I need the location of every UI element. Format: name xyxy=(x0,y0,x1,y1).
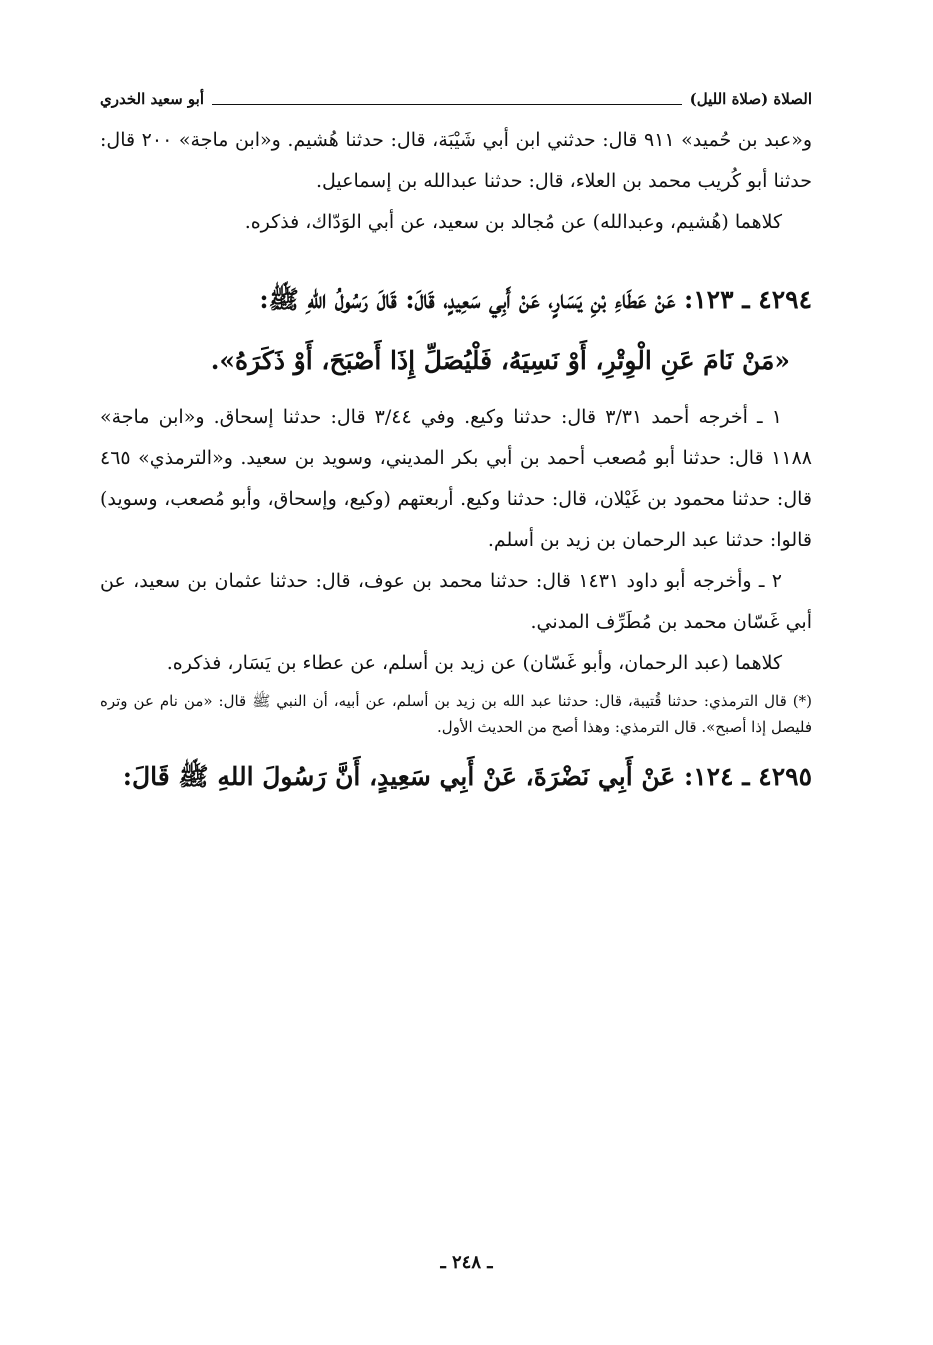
takhrij-paragraph-3: كلاهما (عبد الرحمان، وأبو غَسّان) عن زيد بن أسلم، عن عطاء بن يَسَار، فذكره. xyxy=(166,652,782,674)
source-paragraph-2: كلاهما (هُشيم، وعبدالله) عن مُجالد بن سعيد، عن أبي الوَدّاك، فذكره. xyxy=(244,211,782,233)
running-header xyxy=(100,88,812,110)
page-number: ـ ٢٤٨ ـ xyxy=(440,1252,493,1273)
takhrij-paragraph-2: ٢ ـ وأخرجه أبو داود ١٤٣١ قال: حدثنا محمد بن عوف، قال: حدثنا عثمان بن سعيد، عن أبي غَسّان محمد بن مُطَرِّف المدني. xyxy=(100,570,812,633)
header-narrator: أبو سعيد الخدري xyxy=(100,90,205,108)
source-paragraph-1: و«عبد بن حُميد» ٩١١ قال: حدثني ابن أبي شَيْبَة، قال: حدثنا هُشيم. و«ابن ماجة» ٢٠٠ قال: حدثنا أبو كُريب محمد بن العلاء، قال: حدثنا عبدالله بن إسماعيل. xyxy=(100,129,812,192)
header-rule xyxy=(212,104,682,105)
document-page xyxy=(100,88,812,1298)
hadith-4295-heading: ٤٢٩٥ ـ ١٢٤: عَنْ أَبِي نَضْرَةَ، عَنْ أَبِي سَعِيدٍ، أَنَّ رَسُولَ اللهِ ﷺ قَالَ: xyxy=(122,762,812,791)
hadith-4294-text: «مَنْ نَامَ عَنِ الْوِتْرِ، أَوْ نَسِيَهُ، فَلْيُصَلِّ إِذَا أَصْبَحَ، أَوْ ذَكَرَهُ». xyxy=(210,346,790,375)
hadith-4294-heading: ٤٢٩٤ ـ ١٢٣: عَنْ عَطَاءِ بْنِ يَسَارٍ، عَنْ أَبِي سَعِيدٍ، قَالَ: قَالَ رَسُولُ اللهِ ﷺ: xyxy=(259,285,812,314)
header-chapter: الصلاة (صلاة الليل) xyxy=(689,90,812,108)
footnote: (*) قال الترمذي: حدثنا قُتيبة، قال: حدثنا عبد الله بن زيد بن أسلم، عن أبيه، أن النبي ﷺ قال: «من نام عن وتره فليصل إذا أصبح». قال الترمذي: وهذا أصح من الحديث الأول. xyxy=(100,692,812,736)
takhrij-paragraph-1: ١ ـ أخرجه أحمد ٣/٣١ قال: حدثنا وكيع. وفي ٣/٤٤ قال: حدثنا إسحاق. و«ابن ماجة» ١١٨٨ قال: حدثنا أبو مُصعب أحمد بن أبي بكر المديني، وسويد بن سعيد. و«الترمذي» ٤٦٥ قال: حدثنا محمود بن غَيْلان، قال: حدثنا وكيع. أربعتهم (وكيع، وإسحاق، وأبو مُصعب، وسويد) قالوا: حدثنا عبد الرحمان بن زيد بن أسلم. xyxy=(100,406,812,551)
